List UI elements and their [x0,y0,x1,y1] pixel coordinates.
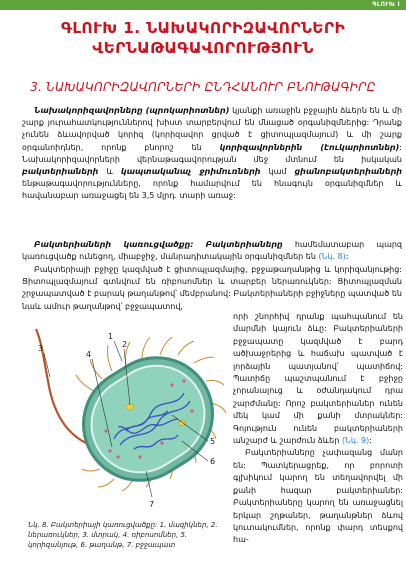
flagellum [36,329,86,443]
paragraph-text: : [369,436,372,446]
chapter-title [0,18,406,58]
label-3: 3 [38,344,44,353]
term-bacteria: բակտերիաների [22,167,99,177]
paragraph-text: ենթաթագավորությունները, որոնք համարվում են հնագույն օրգանիզմներ և հավանաբար առաջացել են 3,5 մլրդ. տարի առաջ: [22,179,402,201]
right-column-paragraph-1 [233,311,403,447]
label-6: 6 [210,457,216,466]
term-eukaryotes: կորիզավորներին (էուկարիոտներ) [219,142,400,152]
label-5: 5 [210,437,216,446]
figure-8 [22,311,229,565]
paragraph-text: կամ [260,167,295,177]
paragraph-intro [22,105,402,203]
term-blue-green-algae: կապտականաչ ջրիմուռների [120,167,261,177]
label-1: 1 [108,332,114,341]
paragraph-text: և [98,167,121,177]
paragraph-text: : [345,252,349,262]
right-column [233,311,403,547]
running-header: ԳԼՈՒԽ I [372,1,400,8]
figure-caption: Նկ. 8. Բակտերիայի կառուցվածքը: 1. մազիկներ, 2. ներառուկներ, 3. մտրակ, 4. ռիբոսոմներ, 5. կորիզանյութ, 6. թաղանթ, 7. բջջապատ [28,521,218,549]
paragraph-cell: Բակտերիայի բջիջը կազմված է ցիտոպլազմայից, բջջաթաղանթից և կորիզանյութից: Ցիտոպլազմայում գտնվում են ռիբոսոմներ և տարբեր ներառուկներ: Ցիտոպլազման շրջապատված է բարակ թաղանթով՝ մեմբրանով: Բակտերիաների բջիջները պատված են նաև ամուր թաղանթով՝ բջջապատով, [22,265,402,311]
paragraph-text: : Նախակորիզավորների վերնաթագավորության մեջ մտնում են իսկական [22,142,402,164]
chapter-title-line-1: ԳԼՈՒԽ 1. ՆԱԽԱԿՈՐԻԶԱՎՈՐՆԵՐԻ [60,19,346,37]
term-bacteria-structure: Բակտերիաների կառուցվածքը: [34,240,194,249]
label-4: 4 [86,350,92,359]
label-7: 7 [149,500,155,509]
paragraph-text: որի շնորհիվ դրանք պահպանում են մարմնի կայուն ձևը: Բակտերիաների բջջապատը կազմված է բարդ ածխաջրերից և հաճախ պատված է լորձային պատյանով՝ պատիճով: Պատիճը պաշտպանում է բջիջը չորանալուց և օժանդակում դրա շարժմանը: Որոշ բակտերիաներ ունեն մեկ կամ մի քանի մտրակներ: Գոյություն ունեն բակտերիաների անշարժ և շարժուն ձևեր [233,312,403,446]
paragraph-text: կյանքի առաջին բջջային ձևերն են և մի շարք յուրահատկություններով խիստ տարբերվում են մնացած օրգանիզմներից: Դրանք չունեն ձևավորված կորիզ (կորիզավոր ցրված է ցիտոպլազմայում) և մի շարք օրգանոիդներ, որոնք բնորոշ են [22,106,403,152]
top-bar [0,0,406,10]
right-column-paragraph-2: Բակտերիաները չափազանց մանր են: Պատկերացրեք, որ բորոտի գլխիկում կարող են տեղավորվել մի քանի հազար բակտերիաներ: Բակտերիաները կարող են առաջացնել երկար շղթաներ, թաղանթներ ձևով կուտակումներ, որոնք փարդ տեսքով հա- [233,448,403,545]
figure-ref-9[interactable]: (Նկ. 9) [341,436,370,446]
term-bacteria-2: Բակտերիաները [205,240,283,249]
bacterium-illustration [22,311,229,516]
paragraph-structure [22,239,402,263]
term-prokaryotes: Նախակորիզավորները (պրոկարիոտներ) [34,106,230,115]
paragraph-text: համեմատաբար պարզ կառուցվածք ունեցող, միաբջիջ, մանրադիտակային օրգանիզմներ են [22,240,403,262]
term-cyanobacteria: ցիանոբակտերիաների [294,167,403,177]
section-title: 3. ՆԱԽԱԿՈՐԻԶԱՎՈՐՆԵՐԻ ԸՆԴՀԱՆՈՒՐ ԲՆՈՒԹԱԳԻՐԸ [30,80,376,94]
figure-ref-8[interactable]: (Նկ. 8) [318,252,346,262]
chapter-title-line-2: ՎԵՐՆԱԹԱԳԱՎՈՐՈՒԹՅՈՒՆ [92,39,314,57]
label-2: 2 [122,340,128,349]
